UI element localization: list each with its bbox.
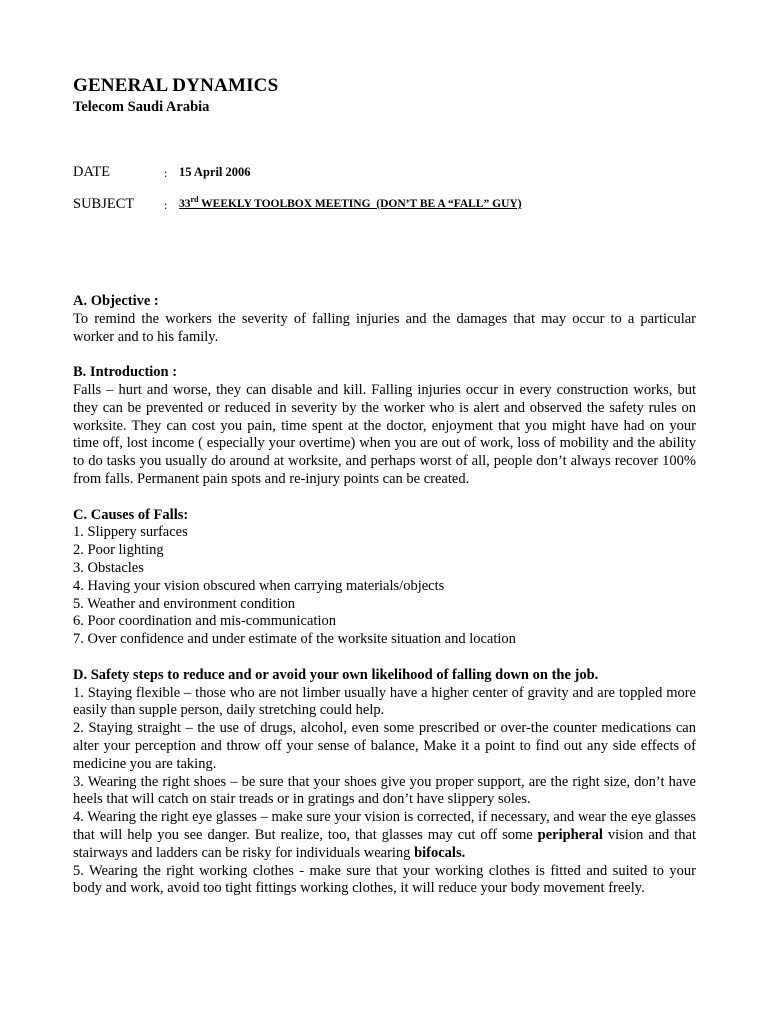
subject-colon: : — [164, 198, 168, 212]
safety-heading: D. Safety steps to reduce and or avoid your own likelihood of falling down on the job. — [73, 666, 599, 683]
date-value: 15 April 2006 — [179, 165, 251, 179]
subject-label: SUBJECT — [73, 196, 135, 212]
objective-heading: A. Objective : — [73, 293, 159, 309]
safety-item-4-bold-peripheral: peripheral — [537, 826, 603, 843]
date-label: DATE — [73, 164, 111, 180]
safety-item-4 — [73, 809, 696, 862]
subject-value — [179, 195, 522, 210]
causes-heading: C. Causes of Falls: — [73, 506, 189, 523]
cause-item: 4. Having your vision obscured when carrying materials/objects — [73, 577, 445, 594]
safety-item-3: 3. Wearing the right shoes – be sure that your shoes give you proper support, are the right size, don’t have heels that will catch on stair treads or in gratings and don’t have slippery soles. — [73, 773, 696, 808]
introduction-heading: B. Introduction : — [73, 364, 178, 381]
safety-item-4-text-a: 4. Wearing the right eye glasses – make sure your vision is corrected, if necessary, and wear the eye glasses that will help you see danger. But realize, too, that glasses may cut off some — [73, 809, 696, 843]
safety-item-2: 2. Staying straight – the use of drugs, alcohol, even some prescribed or over-the counter medications can alter your perception and throw off your sense of balance, Make it a point to find out any side effects of medicine you are taking. — [73, 720, 696, 772]
safety-item-4-bold-bifocals: bifocals. — [414, 844, 466, 861]
cause-item: 1. Slippery surfaces — [73, 524, 188, 541]
subject-text: WEEKLY TOOLBOX MEETING (DON’T BE A “FALL” GUY) — [198, 198, 522, 210]
safety-item-4-text-b: vision and that stairways and ladders can be risky for individuals wearing — [73, 826, 696, 861]
cause-item: 3. Obstacles — [73, 559, 144, 576]
cause-item: 6. Poor coordination and mis-communication — [73, 613, 336, 630]
cause-item: 5. Weather and environment condition — [73, 595, 296, 612]
cause-item: 2. Poor lighting — [73, 542, 164, 559]
safety-item-5: 5. Wearing the right working clothes - make sure that your working clothes is fitted and suited to your body and work, avoid too tight fittings working clothes, it will reduce your body movement freely. — [73, 862, 696, 897]
introduction-text: Falls – hurt and worse, they can disable and kill. Falling injuries occur in every construction works, but they can be prevented or reduced in severity by the worker who is alert and observed the safety rules on worksite. They can cost you pain, time spent at the doctor, enjoyment that you might have had on your time off, lost income ( especially your overtime) when you are out of work, loss of mobility and the ability to do tasks you usually do around at worksite, and perhaps worst of all, people don’t always recover 100% from falls. Permanent pain spots and re-injury points can be created. — [73, 381, 696, 487]
subject-ordinal: rd — [190, 195, 199, 205]
safety-item-1: 1. Staying flexible – those who are not limber usually have a higher center of gravity and are toppled more easily than supple person, daily stretching could help. — [73, 684, 696, 719]
date-colon: : — [164, 166, 168, 180]
organization-name: GENERAL DYNAMICS — [73, 75, 279, 96]
cause-item: 7. Over confidence and under estimate of the worksite situation and location — [73, 631, 516, 648]
objective-text: To remind the workers the severity of falling injuries and the damages that may occur to a particular worker and to his family. — [73, 310, 696, 345]
department-name: Telecom Saudi Arabia — [73, 99, 210, 115]
subject-number: 33 — [179, 198, 191, 210]
document-body — [73, 293, 696, 898]
